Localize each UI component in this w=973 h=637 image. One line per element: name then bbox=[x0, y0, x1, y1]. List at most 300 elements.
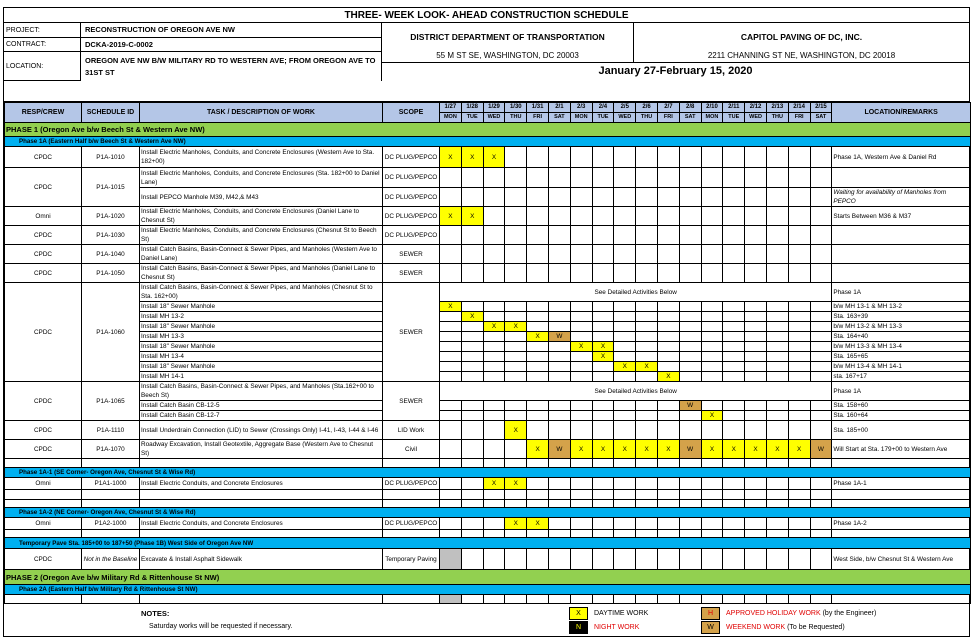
legend-holiday-label: APPROVED HOLIDAY WORK bbox=[726, 610, 821, 617]
scope: LID Work bbox=[383, 421, 440, 440]
schedule-cell bbox=[570, 411, 592, 421]
blank-cell bbox=[832, 530, 971, 538]
schedule-mark: X bbox=[636, 440, 658, 459]
day-header-1-27 bbox=[440, 103, 462, 123]
schedule-cell bbox=[636, 500, 658, 508]
schedule-cell bbox=[788, 549, 810, 570]
schedule-cell bbox=[570, 147, 592, 168]
schedule-cell bbox=[548, 411, 570, 421]
legend-holiday-note: (by the Engineer) bbox=[820, 610, 877, 617]
schedule-cell bbox=[810, 352, 832, 362]
location-remarks: Phase 1A, Western Ave & Daniel Rd bbox=[832, 147, 971, 168]
blank-cell bbox=[82, 490, 140, 500]
schedule-cell bbox=[657, 401, 679, 411]
schedule-cell bbox=[723, 500, 745, 508]
schedule-cell bbox=[614, 332, 636, 342]
schedule-cell bbox=[766, 264, 788, 283]
schedule-cell bbox=[788, 312, 810, 322]
day-weekday: THU bbox=[771, 114, 783, 120]
schedule-cell bbox=[788, 518, 810, 530]
subphase-label: Phase 2A (Eastern Half b/w Military Rd & Rittenhouse St NW) bbox=[5, 585, 971, 595]
schedule-cell bbox=[810, 421, 832, 440]
schedule-cell bbox=[745, 478, 767, 490]
schedule-cell bbox=[723, 530, 745, 538]
schedule-cell bbox=[548, 362, 570, 372]
schedule-cell bbox=[527, 478, 549, 490]
schedule-mark: X bbox=[440, 147, 462, 168]
schedule-cell bbox=[483, 518, 505, 530]
schedule-cell bbox=[636, 421, 658, 440]
schedule-cell bbox=[679, 411, 701, 421]
task-row bbox=[5, 322, 971, 332]
schedule-cell bbox=[657, 322, 679, 332]
schedule-id: Not in the Baseline bbox=[82, 549, 140, 570]
day-weekday: MON bbox=[574, 114, 588, 120]
task-description: Install 18" Sewer Manhole bbox=[140, 302, 383, 312]
schedule-cell bbox=[723, 302, 745, 312]
schedule-cell bbox=[766, 188, 788, 207]
schedule-cell bbox=[745, 595, 767, 604]
schedule-id: P1A-1020 bbox=[82, 207, 140, 226]
schedule-cell bbox=[505, 500, 527, 508]
schedule-cell bbox=[527, 401, 549, 411]
schedule-cell bbox=[461, 188, 483, 207]
schedule-cell bbox=[723, 459, 745, 468]
task-description: Install 18" Sewer Manhole bbox=[140, 342, 383, 352]
schedule-cell bbox=[483, 342, 505, 352]
schedule-cell bbox=[592, 478, 614, 490]
schedule-cell bbox=[614, 264, 636, 283]
schedule-cell bbox=[701, 147, 723, 168]
schedule-id: P1A1-1000 bbox=[82, 478, 140, 490]
location-remarks: Sta. 163+39 bbox=[832, 312, 971, 322]
task-description: Install Catch Basins, Basin-Connect & Sewer Pipes, and Manholes (Daniel Lane to Chesnut St) bbox=[140, 264, 383, 283]
schedule-cell bbox=[679, 518, 701, 530]
schedule-mark: X bbox=[701, 440, 723, 459]
schedule-cell bbox=[723, 188, 745, 207]
schedule-cell bbox=[679, 362, 701, 372]
schedule-cell bbox=[788, 342, 810, 352]
location-remarks bbox=[832, 245, 971, 264]
day-date: 2/13 bbox=[767, 103, 788, 113]
day-weekday: WED bbox=[749, 114, 762, 120]
schedule-cell bbox=[788, 362, 810, 372]
col-remarks: LOCATION/REMARKS bbox=[832, 103, 971, 123]
schedule-cell bbox=[766, 549, 788, 570]
schedule-cell bbox=[592, 168, 614, 188]
schedule-cell bbox=[766, 245, 788, 264]
day-date: 2/4 bbox=[593, 103, 614, 113]
schedule-cell bbox=[636, 322, 658, 332]
schedule-cell bbox=[701, 342, 723, 352]
schedule-cell bbox=[810, 342, 832, 352]
schedule-cell bbox=[810, 372, 832, 382]
task-row bbox=[5, 188, 971, 207]
schedule-cell bbox=[636, 595, 658, 604]
day-date: 1/30 bbox=[505, 103, 526, 113]
schedule-cell bbox=[636, 478, 658, 490]
schedule-cell bbox=[766, 147, 788, 168]
schedule-title: THREE- WEEK LOOK- AHEAD CONSTRUCTION SCHEDULE bbox=[4, 8, 969, 23]
phase-label: PHASE 1 (Oregon Ave b/w Beech St & Western Ave NW) bbox=[5, 123, 971, 137]
schedule-cell bbox=[440, 478, 462, 490]
schedule-cell bbox=[592, 188, 614, 207]
location-remarks: b/w MH 13-3 & MH 13-4 bbox=[832, 342, 971, 352]
task-description: Install Electric Conduits, and Concrete Enclosures bbox=[140, 478, 383, 490]
blank-cell bbox=[832, 490, 971, 500]
resp-crew: Omni bbox=[5, 207, 82, 226]
schedule-cell bbox=[766, 411, 788, 421]
blank-cell bbox=[82, 530, 140, 538]
task-description: Install Electric Manholes, Conduits, and Concrete Enclosures (Daniel Lane to Chesnut St) bbox=[140, 207, 383, 226]
schedule-cell bbox=[505, 352, 527, 362]
schedule-cell bbox=[505, 411, 527, 421]
schedule-cell bbox=[679, 342, 701, 352]
schedule-cell bbox=[592, 401, 614, 411]
schedule-cell bbox=[766, 312, 788, 322]
schedule-cell bbox=[788, 322, 810, 332]
schedule-cell bbox=[461, 459, 483, 468]
schedule-cell bbox=[701, 322, 723, 332]
legend-daytime-swatch: X bbox=[569, 607, 588, 620]
schedule-cell bbox=[636, 332, 658, 342]
schedule-cell bbox=[701, 352, 723, 362]
blank-row bbox=[5, 490, 971, 500]
legend-weekend-swatch: W bbox=[701, 621, 720, 634]
task-row bbox=[5, 372, 971, 382]
schedule-cell bbox=[745, 147, 767, 168]
schedule-cell bbox=[505, 549, 527, 570]
schedule-cell bbox=[657, 147, 679, 168]
schedule-cell bbox=[766, 352, 788, 362]
schedule-cell bbox=[614, 342, 636, 352]
project-value: RECONSTRUCTION OF OREGON AVE NW bbox=[81, 23, 382, 38]
schedule-cell bbox=[570, 372, 592, 382]
schedule-id: P1A-1060 bbox=[82, 283, 140, 382]
schedule-cell bbox=[766, 342, 788, 352]
schedule-mark: X bbox=[461, 312, 483, 322]
schedule-cell bbox=[636, 147, 658, 168]
schedule-mark: X bbox=[570, 342, 592, 352]
task-row bbox=[5, 332, 971, 342]
schedule-cell bbox=[788, 352, 810, 362]
schedule-cell bbox=[483, 421, 505, 440]
schedule-mark: X bbox=[636, 362, 658, 372]
blank-row bbox=[5, 500, 971, 508]
schedule-cell bbox=[483, 207, 505, 226]
schedule-cell bbox=[483, 188, 505, 207]
schedule-cell bbox=[440, 411, 462, 421]
blank-cell bbox=[832, 595, 971, 604]
location-remarks: b/w MH 13-2 & MH 13-3 bbox=[832, 322, 971, 332]
task-description: Install Underdrain Connection (LID) to Sewer (Crossings Only) I-41, I-43, I-44 & I-46 bbox=[140, 421, 383, 440]
schedule-cell bbox=[788, 478, 810, 490]
blank-cell bbox=[5, 490, 82, 500]
schedule-cell bbox=[679, 168, 701, 188]
schedule-cell bbox=[614, 401, 636, 411]
schedule-cell bbox=[788, 459, 810, 468]
schedule-cell bbox=[570, 401, 592, 411]
schedule-cell bbox=[636, 352, 658, 362]
task-row bbox=[5, 245, 971, 264]
schedule-cell bbox=[723, 478, 745, 490]
day-weekday: SAT bbox=[554, 114, 565, 120]
schedule-cell bbox=[636, 530, 658, 538]
schedule-cell bbox=[527, 530, 549, 538]
day-date: 2/15 bbox=[811, 103, 832, 113]
schedule-cell bbox=[614, 245, 636, 264]
schedule-cell bbox=[657, 478, 679, 490]
task-description: Install Electric Manholes, Conduits, and Concrete Enclosures (Chesnut St to Beech St) bbox=[140, 226, 383, 245]
schedule-cell bbox=[614, 490, 636, 500]
schedule-cell bbox=[548, 264, 570, 283]
day-header-2-13 bbox=[766, 103, 788, 123]
owner-name: DISTRICT DEPARTMENT OF TRANSPORTATION bbox=[410, 32, 605, 42]
schedule-cell bbox=[636, 490, 658, 500]
schedule-cell bbox=[483, 401, 505, 411]
day-weekday: MON bbox=[443, 114, 457, 120]
schedule-mark: W bbox=[548, 332, 570, 342]
schedule-cell bbox=[723, 490, 745, 500]
schedule-cell bbox=[788, 188, 810, 207]
blank-cell bbox=[140, 595, 383, 604]
schedule-cell bbox=[440, 322, 462, 332]
schedule-cell bbox=[461, 595, 483, 604]
schedule-cell bbox=[440, 362, 462, 372]
schedule-cell bbox=[810, 312, 832, 322]
schedule-cell bbox=[788, 245, 810, 264]
schedule-cell bbox=[440, 372, 462, 382]
blank-cell bbox=[383, 530, 440, 538]
schedule-cell bbox=[679, 188, 701, 207]
day-weekday: SAT bbox=[684, 114, 696, 120]
schedule-cell bbox=[810, 549, 832, 570]
schedule-cell bbox=[701, 595, 723, 604]
task-description: Roadway Excavation, Install Geotextile, Aggregate Base (Western Ave to Chesnut St) bbox=[140, 440, 383, 459]
location-label: LOCATION: bbox=[4, 52, 81, 81]
blank-cell bbox=[140, 530, 383, 538]
schedule-cell bbox=[570, 168, 592, 188]
schedule-cell bbox=[548, 459, 570, 468]
schedule-cell bbox=[810, 147, 832, 168]
schedule-cell bbox=[527, 372, 549, 382]
col-scope: SCOPE bbox=[383, 103, 440, 123]
schedule-id: P1A-1015 bbox=[82, 168, 140, 207]
schedule-cell bbox=[483, 245, 505, 264]
schedule-cell bbox=[723, 226, 745, 245]
schedule-cell bbox=[766, 518, 788, 530]
detail-note: See Detailed Activities Below bbox=[440, 283, 832, 302]
scope: SEWER bbox=[383, 283, 440, 382]
day-date: 2/5 bbox=[614, 103, 635, 113]
schedule-cell bbox=[723, 421, 745, 440]
schedule-cell bbox=[657, 518, 679, 530]
task-description: Install MH 13-4 bbox=[140, 352, 383, 362]
schedule-cell bbox=[592, 322, 614, 332]
schedule-cell bbox=[679, 322, 701, 332]
schedule-cell bbox=[527, 207, 549, 226]
schedule-cell bbox=[461, 352, 483, 362]
schedule-cell bbox=[657, 411, 679, 421]
schedule-cell bbox=[766, 530, 788, 538]
schedule-cell bbox=[679, 302, 701, 312]
schedule-cell bbox=[745, 264, 767, 283]
day-date: 1/31 bbox=[527, 103, 548, 113]
schedule-cell bbox=[701, 168, 723, 188]
schedule-mark: X bbox=[505, 322, 527, 332]
task-row bbox=[5, 352, 971, 362]
schedule-cell bbox=[461, 530, 483, 538]
schedule-cell bbox=[548, 147, 570, 168]
schedule-cell bbox=[810, 459, 832, 468]
schedule-cell bbox=[527, 147, 549, 168]
schedule-cell bbox=[788, 372, 810, 382]
schedule-cell bbox=[527, 421, 549, 440]
schedule-cell bbox=[527, 188, 549, 207]
schedule-cell bbox=[636, 459, 658, 468]
schedule-id: P1A-1110 bbox=[82, 421, 140, 440]
blank-cell bbox=[82, 500, 140, 508]
schedule-cell bbox=[657, 226, 679, 245]
task-row bbox=[5, 362, 971, 372]
schedule-cell bbox=[548, 188, 570, 207]
schedule-cell bbox=[483, 226, 505, 245]
schedule-cell bbox=[461, 372, 483, 382]
schedule-cell bbox=[745, 245, 767, 264]
day-date: 2/12 bbox=[745, 103, 766, 113]
schedule-cell bbox=[592, 312, 614, 322]
schedule-cell bbox=[745, 322, 767, 332]
scope: DC PLUG/PEPCO bbox=[383, 188, 440, 207]
schedule-cell bbox=[570, 264, 592, 283]
schedule-cell bbox=[810, 401, 832, 411]
location-remarks: West Side, b/w Chesnut St & Western Ave bbox=[832, 549, 971, 570]
day-date: 1/27 bbox=[440, 103, 461, 113]
day-weekday: SAT bbox=[815, 114, 827, 120]
schedule-cell bbox=[527, 226, 549, 245]
schedule-cell bbox=[527, 411, 549, 421]
day-header-2-15 bbox=[810, 103, 832, 123]
schedule-cell bbox=[570, 518, 592, 530]
schedule-cell bbox=[461, 322, 483, 332]
schedule-cell bbox=[527, 459, 549, 468]
schedule-cell bbox=[810, 332, 832, 342]
schedule-cell bbox=[766, 490, 788, 500]
location-remarks: Phase 1A bbox=[832, 283, 971, 302]
schedule-cell bbox=[505, 362, 527, 372]
location-remarks: Will Start at Sta. 179+00 to Western Ave bbox=[832, 440, 971, 459]
subphase-label: Phase 1A-2 (NE Corner- Oregon Ave, Chesnut St & Wise Rd) bbox=[5, 508, 971, 518]
schedule-cell bbox=[723, 245, 745, 264]
schedule-cell bbox=[701, 500, 723, 508]
schedule-cell bbox=[701, 478, 723, 490]
task-description: Install PEPCO Manhole M39, M42,& M43 bbox=[140, 188, 383, 207]
schedule-cell bbox=[636, 168, 658, 188]
schedule-cell bbox=[570, 595, 592, 604]
task-row bbox=[5, 401, 971, 411]
day-header-1-30 bbox=[505, 103, 527, 123]
schedule-mark: X bbox=[440, 207, 462, 226]
schedule-cell bbox=[440, 352, 462, 362]
schedule-cell bbox=[810, 322, 832, 332]
schedule-mark: X bbox=[592, 342, 614, 352]
task-row bbox=[5, 342, 971, 352]
column-header-row bbox=[5, 103, 971, 123]
contract-label: CONTRACT: bbox=[4, 38, 81, 52]
schedule-cell bbox=[701, 302, 723, 312]
schedule-cell bbox=[592, 500, 614, 508]
day-date: 2/11 bbox=[723, 103, 744, 113]
schedule-cell bbox=[745, 518, 767, 530]
task-description: Install Catch Basin CB-12-5 bbox=[140, 401, 383, 411]
schedule-cell bbox=[679, 459, 701, 468]
schedule-cell bbox=[810, 518, 832, 530]
schedule-cell bbox=[679, 312, 701, 322]
schedule-cell bbox=[788, 264, 810, 283]
day-header-2-10 bbox=[701, 103, 723, 123]
schedule-header bbox=[4, 8, 969, 102]
subphase-row bbox=[5, 538, 971, 549]
blank-cell bbox=[832, 500, 971, 508]
schedule-cell bbox=[592, 411, 614, 421]
schedule-cell bbox=[679, 352, 701, 362]
task-description: Install Catch Basins, Basin-Connect & Sewer Pipes, and Manholes (Western Ave to Daniel Lane) bbox=[140, 245, 383, 264]
schedule-cell bbox=[723, 518, 745, 530]
schedule-cell bbox=[614, 352, 636, 362]
schedule-cell bbox=[614, 322, 636, 332]
schedule-cell bbox=[548, 401, 570, 411]
schedule-cell bbox=[570, 549, 592, 570]
day-header-1-29 bbox=[483, 103, 505, 123]
schedule-cell bbox=[570, 302, 592, 312]
schedule-cell bbox=[527, 500, 549, 508]
blank-cell bbox=[383, 500, 440, 508]
schedule-cell bbox=[745, 226, 767, 245]
schedule-cell bbox=[810, 188, 832, 207]
schedule-cell bbox=[679, 595, 701, 604]
schedule-id: P1A-1010 bbox=[82, 147, 140, 168]
blank-cell bbox=[5, 459, 82, 468]
schedule-cell bbox=[788, 332, 810, 342]
location-remarks: Phase 1A bbox=[832, 382, 971, 401]
task-description: Install Catch Basins, Basin-Connect & Sewer Pipes, and Manholes (Sta.162+00 to Beech St) bbox=[140, 382, 383, 401]
schedule-cell bbox=[745, 168, 767, 188]
schedule-cell bbox=[679, 549, 701, 570]
legend-daytime-label: DAYTIME WORK bbox=[594, 610, 649, 617]
schedule-cell bbox=[483, 440, 505, 459]
blank-cell bbox=[383, 595, 440, 604]
schedule-cell bbox=[723, 264, 745, 283]
schedule-cell bbox=[461, 401, 483, 411]
subphase-row bbox=[5, 468, 971, 478]
day-date: 2/8 bbox=[680, 103, 701, 113]
day-weekday: FRI bbox=[794, 114, 804, 120]
schedule-cell bbox=[614, 207, 636, 226]
schedule-id: P1A2-1000 bbox=[82, 518, 140, 530]
task-row bbox=[5, 549, 971, 570]
schedule-cell bbox=[548, 207, 570, 226]
schedule-mark bbox=[440, 595, 462, 604]
schedule-cell bbox=[505, 401, 527, 411]
blank-cell bbox=[5, 595, 82, 604]
notes-text: Saturday works will be requested if necessary. bbox=[149, 623, 293, 630]
schedule-cell bbox=[810, 226, 832, 245]
schedule-cell bbox=[657, 500, 679, 508]
task-description: Install Catch Basins, Basin-Connect & Sewer Pipes, and Manholes (Chesnut St to Sta. 162+00) bbox=[140, 283, 383, 302]
schedule-cell bbox=[657, 188, 679, 207]
scope: DC PLUG/PEPCO bbox=[383, 147, 440, 168]
schedule-cell bbox=[527, 362, 549, 372]
